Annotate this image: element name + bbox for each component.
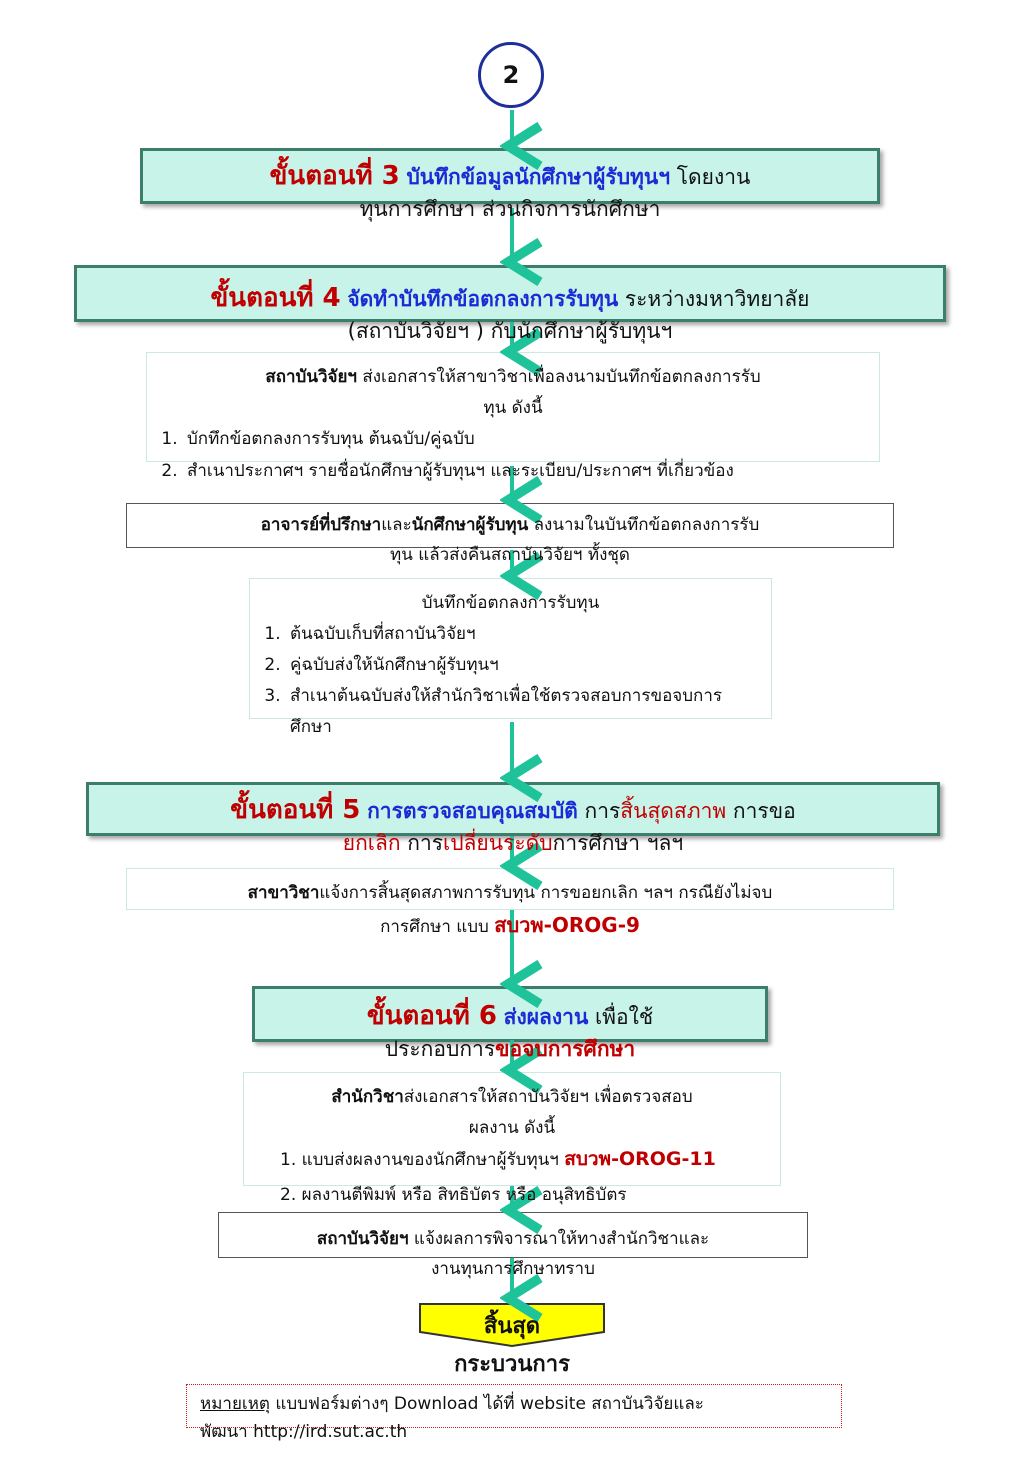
start-connector-circle bbox=[478, 42, 544, 108]
step6-title: ส่งผลงาน bbox=[503, 1005, 589, 1029]
institute-send-desc2: ทุน ดังนี้ bbox=[483, 398, 543, 418]
school-send-desc: ส่งเอกสารให้สถาบันวิจัยฯ เพื่อตรวจสอบ bbox=[403, 1087, 693, 1107]
step3-line1-rest: โดยงาน bbox=[676, 165, 751, 189]
school-item-number: 2. bbox=[280, 1185, 302, 1205]
step4-text bbox=[74, 282, 946, 347]
step6-line2-prefix: ประกอบการ bbox=[384, 1037, 496, 1061]
school-item1: แบบส่งผลงานของนักศึกษาผู้รับทุนฯ bbox=[301, 1150, 559, 1170]
institute-send-actor: สถาบันวิจัยฯ bbox=[265, 367, 357, 387]
step5-text-part: การศึกษา ฯลฯ bbox=[552, 831, 684, 855]
step3-line2: ทุนการศึกษา ส่วนกิจการนักศึกษา bbox=[359, 197, 661, 221]
school-send-desc2: ผลงาน ดังนี้ bbox=[468, 1118, 556, 1138]
start-connector-label: 2 bbox=[502, 61, 520, 89]
step6-line1-rest: เพื่อใช้ bbox=[595, 1005, 654, 1029]
step3-number: ขั้นตอนที่ 3 bbox=[269, 161, 400, 191]
dept-notice-desc: แจ้งการสิ้นสุดสภาพการรับทุน การขอยกเลิก ฯลฯ กรณียังไม่จบ bbox=[319, 883, 773, 903]
end-label-process: กระบวนการ bbox=[454, 1352, 570, 1377]
school-item2: ผลงานตีพิมพ์ หรือ สิทธิบัตร หรือ อนุสิทธิบัตร bbox=[301, 1185, 627, 1205]
step5-termination: สิ้นสุดสภาพ bbox=[620, 799, 727, 823]
step3-title: บันทึกข้อมูลนักศึกษาผู้รับทุนฯ bbox=[406, 165, 671, 189]
list-item: 1. บักทึกข้อตกลงการรับทุน ต้นฉบับ/คู่ฉบับ bbox=[183, 424, 871, 455]
institute-notify-desc: แจ้งผลการพิจารณาให้ทางสำนักวิชาและ bbox=[413, 1229, 710, 1249]
step5-level-change: เปลี่ยนระดับ bbox=[443, 831, 553, 855]
step4-title: จัดทำบันทึกข้อตกลงการรับทุน bbox=[347, 287, 619, 311]
remark-label: หมายเหตุ bbox=[200, 1394, 270, 1414]
institute-notify-text bbox=[222, 1224, 804, 1284]
advisor-and: และ bbox=[381, 515, 412, 535]
step4-line1-rest: ระหว่างมหาวิทยาลัย bbox=[624, 287, 810, 311]
list-item: 2. สำเนาประกาศฯ รายชื่อนักศึกษาผู้รับทุนฯ และระเบียบ/ประกาศฯ ที่เกี่ยวข้อง bbox=[183, 455, 871, 483]
step5-cancel: ยกเลิก bbox=[342, 831, 401, 855]
step5-text-part: การขอ bbox=[732, 799, 796, 823]
institute-send-text bbox=[155, 362, 871, 483]
institute-notify-actor: สถาบันวิจัยฯ bbox=[316, 1229, 409, 1249]
remark-link: พัฒนา http://ird.sut.ac.th bbox=[200, 1422, 408, 1442]
agreement-copies-text bbox=[258, 588, 763, 743]
school-item-number: 1. bbox=[280, 1150, 302, 1170]
remark-desc: แบบฟอร์มต่างๆ Download ได้ที่ website สถาบันวิจัยและ bbox=[275, 1394, 704, 1414]
list-item: 2. คู่ฉบับส่งให้นักศึกษาผู้รับทุนฯ bbox=[286, 650, 763, 681]
advisor-sign-text bbox=[130, 510, 890, 570]
form-code: สบวพ-OROG-9 bbox=[494, 913, 640, 937]
institute-notify-desc2: งานทุนการศึกษาทราบ bbox=[431, 1259, 595, 1279]
step4-number: ขั้นตอนที่ 4 bbox=[210, 283, 341, 313]
dept-notice-text bbox=[130, 877, 890, 943]
advisor-actor: อาจารย์ที่ปรึกษา bbox=[260, 515, 382, 535]
step6-number: ขั้นตอนที่ 6 bbox=[366, 1001, 497, 1031]
step6-text bbox=[252, 1000, 768, 1065]
step5-title: การตรวจสอบคุณสมบัติ bbox=[367, 799, 578, 823]
agreement-copies-title: บันทึกข้อตกลงการรับทุน bbox=[421, 593, 600, 613]
step4-line2: (สถาบันวิจัยฯ ) กับนักศึกษาผู้รับทุนฯ bbox=[347, 319, 673, 343]
agreement-copies-list bbox=[258, 619, 763, 743]
institute-send-desc: ส่งเอกสารให้สาขาวิชาเพื่อลงนามบันทึกข้อตกลงการรับ bbox=[362, 367, 761, 387]
school-actor: สำนักวิชา bbox=[331, 1087, 404, 1107]
step6-graduation: ขอจบการศึกษา bbox=[495, 1037, 636, 1061]
dept-actor: สาขาวิชา bbox=[247, 883, 320, 903]
list-item: 1. ต้นฉบับเก็บที่สถาบันวิจัยฯ bbox=[286, 619, 763, 650]
student-actor: นักศึกษาผู้รับทุน bbox=[411, 515, 529, 535]
step3-text bbox=[140, 160, 880, 225]
step5-number: ขั้นตอนที่ 5 bbox=[230, 795, 361, 825]
school-send-text bbox=[252, 1082, 772, 1211]
institute-send-list bbox=[155, 424, 871, 483]
advisor-sign-desc2: ทุน แล้วส่งคืนสถาบันวิจัยฯ ทั้งชุด bbox=[390, 545, 630, 565]
end-label: สิ้นสุด bbox=[483, 1314, 541, 1339]
dept-notice-desc2: การศึกษา แบบ bbox=[380, 917, 489, 937]
remark-text bbox=[200, 1390, 830, 1446]
step5-text bbox=[86, 794, 940, 859]
list-item: 3. สำเนาต้นฉบับส่งให้สำนักวิชาเพื่อใช้ตรวจสอบการขอจบการศึกษา bbox=[286, 681, 763, 743]
step5-text-part: การ bbox=[584, 799, 621, 823]
form-code: สบวพ-OROG-11 bbox=[564, 1148, 716, 1170]
step5-text-part: การ bbox=[407, 831, 444, 855]
advisor-sign-desc: ลงนามในบันทึกข้อตกลงการรับ bbox=[533, 515, 760, 535]
